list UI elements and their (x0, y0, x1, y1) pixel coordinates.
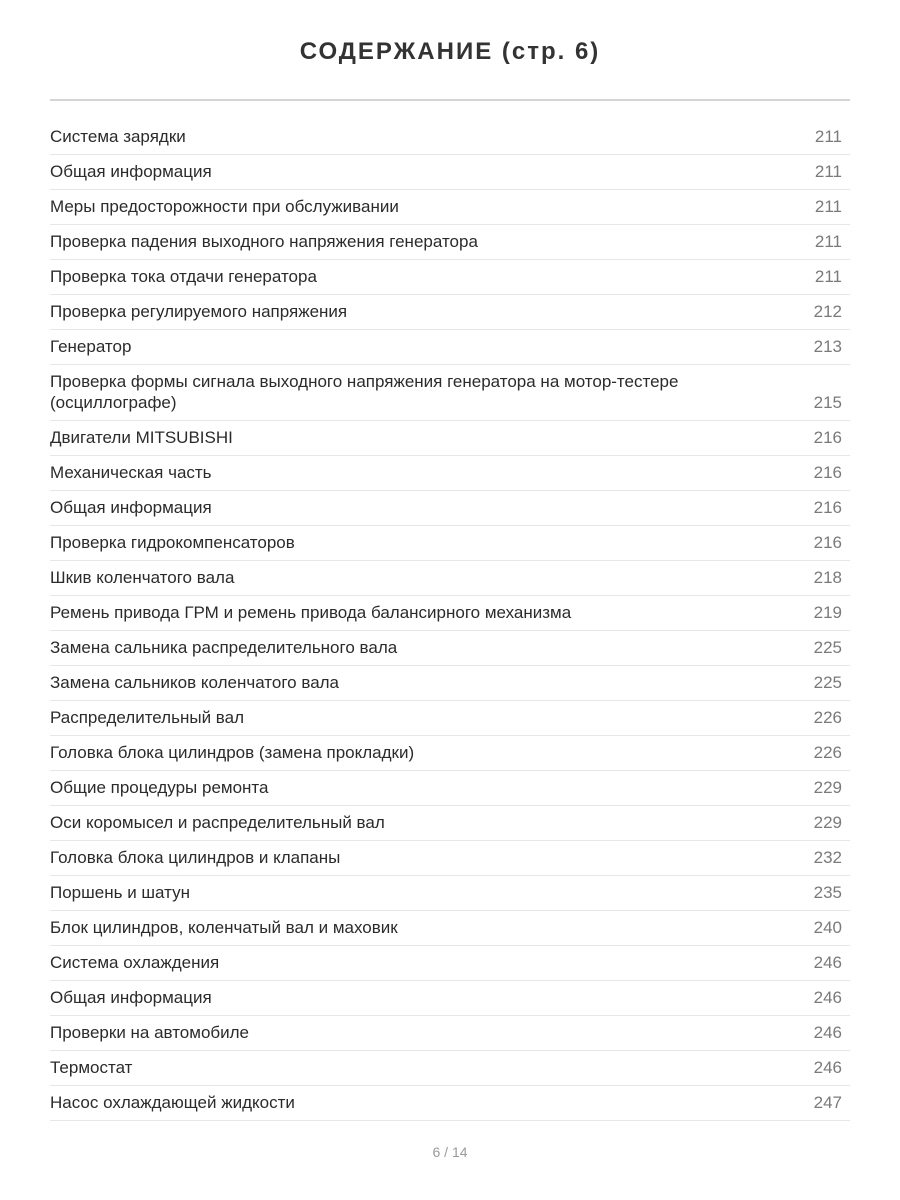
toc-entry[interactable] (50, 526, 850, 561)
toc-entry-page: 226 (813, 708, 842, 727)
toc-entry[interactable] (50, 841, 850, 876)
toc-entry-page: 218 (813, 568, 842, 587)
toc-entry-title: Замена сальников коленчатого вала (50, 673, 340, 692)
toc-entry[interactable] (50, 561, 850, 596)
toc-entry-title: Механическая часть (50, 463, 212, 482)
toc-entry-page: 211 (814, 162, 842, 181)
toc-entry-page: 216 (813, 463, 842, 482)
toc-entry-title: Генератор (50, 337, 132, 356)
toc-entry-title: Блок цилиндров, коленчатый вал и маховик (50, 918, 398, 937)
toc-entry[interactable] (50, 421, 850, 456)
toc-entry[interactable] (50, 260, 850, 295)
toc-entry-title: Общая информация (50, 162, 212, 181)
page-title: СОДЕРЖАНИЕ (стр. 6) (299, 38, 601, 65)
toc-entry-title: Система охлаждения (50, 953, 220, 972)
toc-entry-page: 247 (813, 1093, 842, 1112)
toc-entry[interactable] (50, 1086, 850, 1121)
toc-entry-title: Система зарядки (50, 127, 186, 146)
toc-entry-title: Проверка гидрокомпенсаторов (50, 533, 295, 552)
toc-entry-title: Ремень привода ГРМ и ремень привода балансирного механизма (50, 603, 572, 622)
toc-entry-page: 229 (813, 813, 842, 832)
toc-entry-page: 226 (813, 743, 842, 762)
toc-entry[interactable] (50, 190, 850, 225)
table-of-contents (50, 120, 850, 1121)
toc-entry-page: 246 (813, 1058, 842, 1077)
toc-entry[interactable] (50, 295, 850, 330)
toc-entry[interactable] (50, 701, 850, 736)
toc-entry-page: 216 (813, 428, 842, 447)
toc-entry[interactable] (50, 666, 850, 701)
toc-entry-title: Головка блока цилиндров (замена прокладки) (50, 743, 415, 762)
toc-entry-page: 225 (813, 638, 842, 657)
toc-entry-title: Двигатели MITSUBISHI (50, 428, 233, 447)
title-divider (50, 99, 850, 101)
toc-entry[interactable] (50, 225, 850, 260)
toc-entry-title: Проверка падения выходного напряжения генератора (50, 232, 478, 251)
toc-entry-page: 246 (813, 953, 842, 972)
toc-entry-title: Шкив коленчатого вала (50, 568, 235, 587)
toc-entry-title: Распределительный вал (50, 708, 244, 727)
toc-entry-page: 211 (814, 197, 842, 216)
toc-entry-title: Общая информация (50, 988, 212, 1007)
toc-entry-title: Проверка тока отдачи генератора (50, 267, 317, 286)
toc-entry-page: 246 (813, 988, 842, 1007)
toc-entry-page: 216 (813, 533, 842, 552)
toc-entry-page: 215 (813, 393, 842, 412)
toc-entry-page: 235 (813, 883, 842, 902)
toc-entry-title: Общая информация (50, 498, 212, 517)
toc-entry[interactable] (50, 596, 850, 631)
toc-entry-page: 240 (813, 918, 842, 937)
toc-entry[interactable] (50, 631, 850, 666)
toc-entry[interactable] (50, 330, 850, 365)
toc-entry-page: 211 (814, 267, 842, 286)
toc-entry-page: 229 (813, 778, 842, 797)
toc-entry[interactable] (50, 456, 850, 491)
page-number: 6 / 14 (432, 1144, 468, 1160)
toc-entry[interactable] (50, 736, 850, 771)
toc-entry-title: Проверка формы сигнала выходного напряжения генератора на мотор-тестере (осциллографе) (50, 372, 679, 412)
toc-entry[interactable] (50, 911, 850, 946)
toc-entry-title: Общие процедуры ремонта (50, 778, 269, 797)
toc-entry[interactable] (50, 365, 850, 421)
toc-entry-title: Насос охлаждающей жидкости (50, 1093, 295, 1112)
toc-entry[interactable] (50, 806, 850, 841)
toc-entry-page: 212 (813, 302, 842, 321)
toc-entry[interactable] (50, 771, 850, 806)
toc-entry-page: 213 (813, 337, 842, 356)
toc-entry-title: Замена сальника распределительного вала (50, 638, 398, 657)
toc-entry-title: Проверка регулируемого напряжения (50, 302, 348, 321)
toc-entry-title: Оси коромысел и распределительный вал (50, 813, 385, 832)
toc-entry[interactable] (50, 946, 850, 981)
toc-entry[interactable] (50, 491, 850, 526)
toc-entry[interactable] (50, 1051, 850, 1086)
toc-entry-title: Меры предосторожности при обслуживании (50, 197, 399, 216)
toc-entry-page: 246 (813, 1023, 842, 1042)
toc-entry-page: 211 (814, 232, 842, 251)
toc-entry-page: 225 (813, 673, 842, 692)
toc-entry-page: 216 (813, 498, 842, 517)
toc-entry-page: 219 (813, 603, 842, 622)
toc-entry-title: Поршень и шатун (50, 883, 190, 902)
toc-entry[interactable] (50, 981, 850, 1016)
toc-entry[interactable] (50, 876, 850, 911)
toc-entry-title: Головка блока цилиндров и клапаны (50, 848, 341, 867)
toc-entry[interactable] (50, 120, 850, 155)
toc-entry-page: 211 (814, 127, 842, 146)
toc-entry[interactable] (50, 1016, 850, 1051)
toc-entry-page: 232 (813, 848, 842, 867)
toc-entry-title: Термостат (50, 1058, 133, 1077)
toc-entry[interactable] (50, 155, 850, 190)
toc-entry-title: Проверки на автомобиле (50, 1023, 250, 1042)
